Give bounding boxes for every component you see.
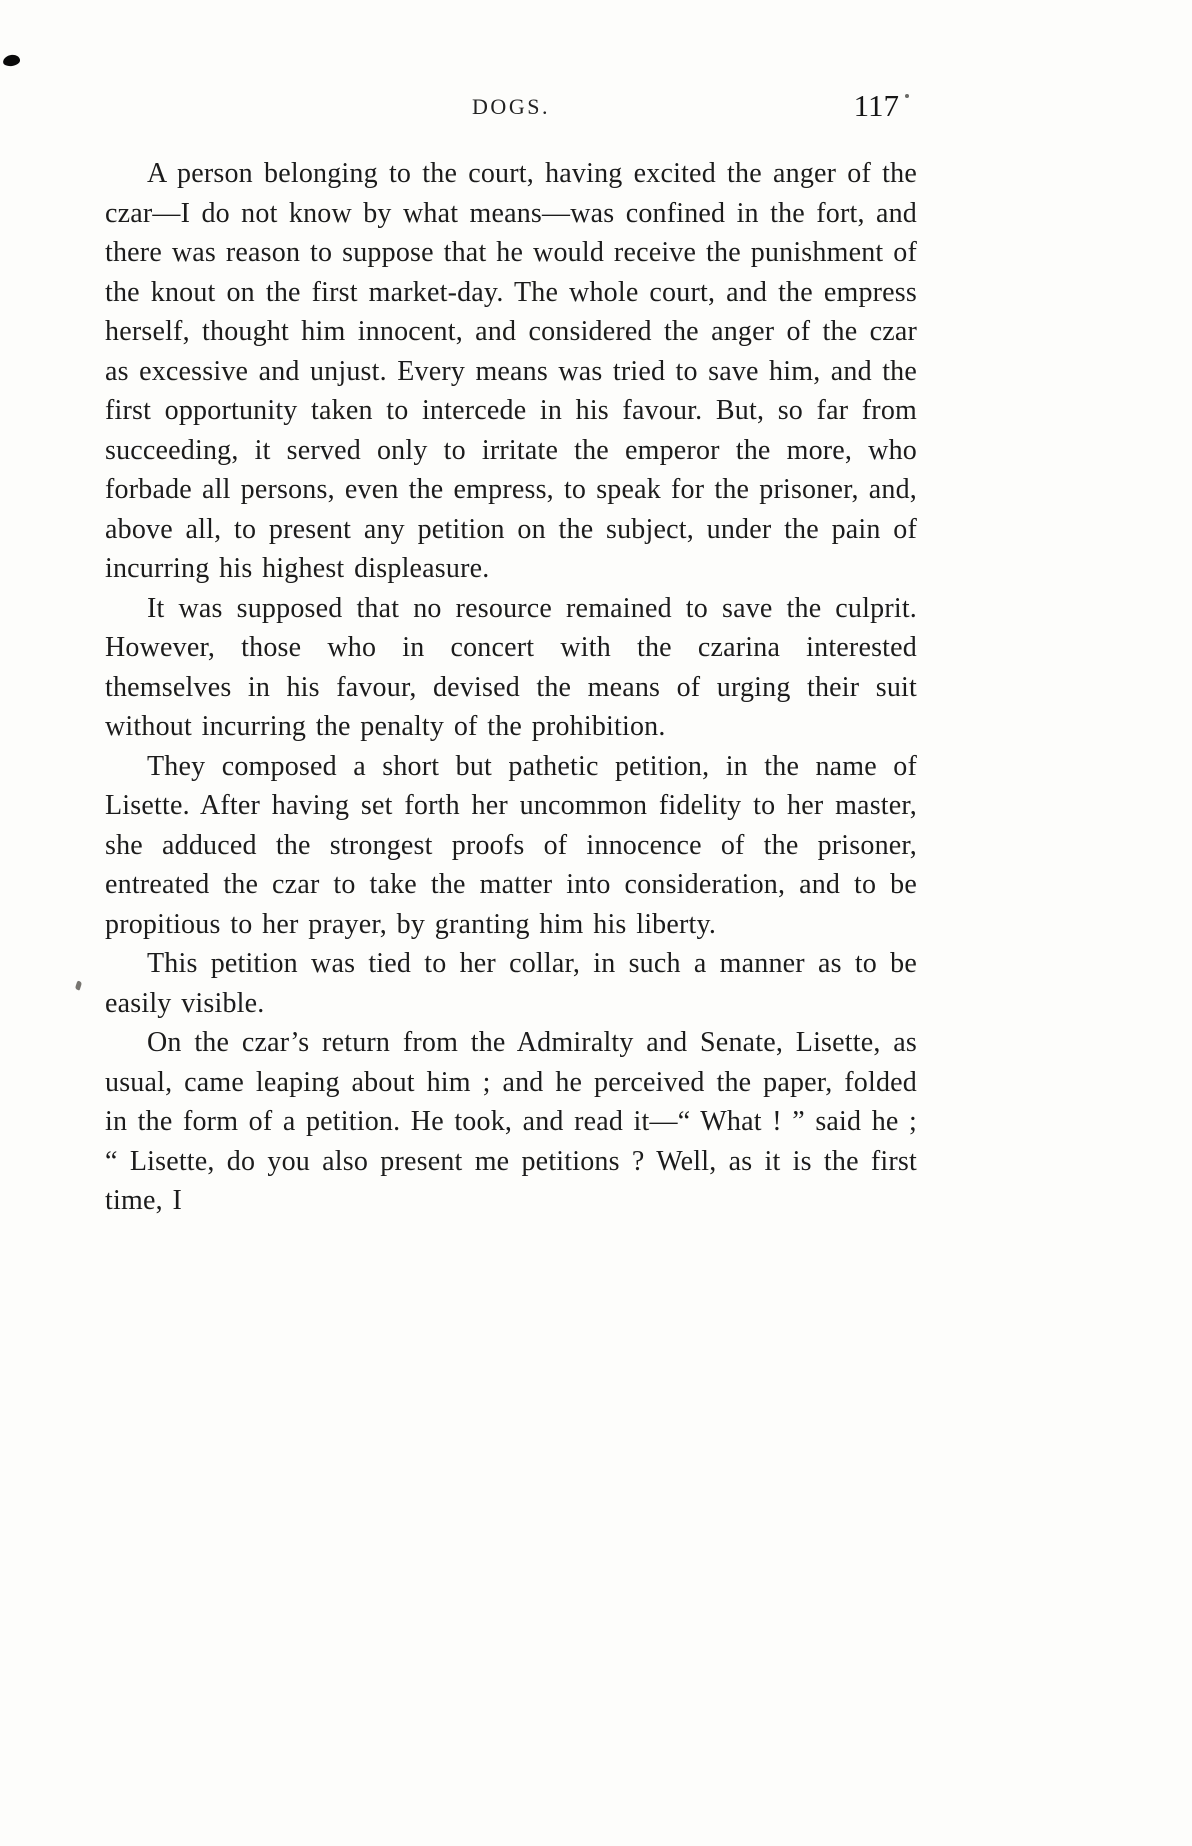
- paragraph: On the czar’s return from the Admiralty and Senate, Lisette, as usual, came leaping about him ; and he perceived the paper, folded in the form of a petition. He took, and read it—“ What ! ” said he ; “ Lisette, do you also present me petitions ? Well, as it is the first time, I: [105, 1027, 917, 1216]
- paragraph: This petition was tied to her collar, in such a manner as to be easily visible.: [105, 948, 917, 1019]
- running-title: DOGS.: [472, 94, 550, 119]
- body-text: [105, 154, 917, 1221]
- paragraph: A person belonging to the court, having excited the anger of the czar—I do not know by what means—was confined in the fort, and there was reason to suppose that he would receive the punishment of the knout on the first market-day. The whole court, and the empress herself, thought him innocent, and considered the anger of the czar as excessive and unjust. Every means was tried to save him, and the first opportunity taken to intercede in his favour. But, so far from succeeding, it served only to irritate the emperor the more, who forbade all persons, even the empress, to speak for the prisoner, and, above all, to present any petition on the subject, under the pain of incurring his highest displeasure.: [105, 158, 917, 584]
- ink-blot-mark: [2, 54, 20, 67]
- running-head: [105, 88, 917, 124]
- page-number-speck-mark: [905, 94, 909, 98]
- paragraph: They composed a short but pathetic petition, in the name of Lisette. After having set forth her uncommon fidelity to her master, she adduced the strongest proofs of innocence of the prisoner, entreated the czar to take the matter into consideration, and to be propitious to her prayer, by granting him his liberty.: [105, 750, 917, 940]
- paragraph: It was supposed that no resource remained to save the culprit. However, those who in concert with the czarina interested themselves in his favour, devised the means of urging their suit without incurring the penalty of the prohibition.: [105, 592, 917, 742]
- page-content: [105, 88, 917, 1221]
- stray-ink-mark: [75, 980, 83, 990]
- page-number: 117: [853, 88, 899, 123]
